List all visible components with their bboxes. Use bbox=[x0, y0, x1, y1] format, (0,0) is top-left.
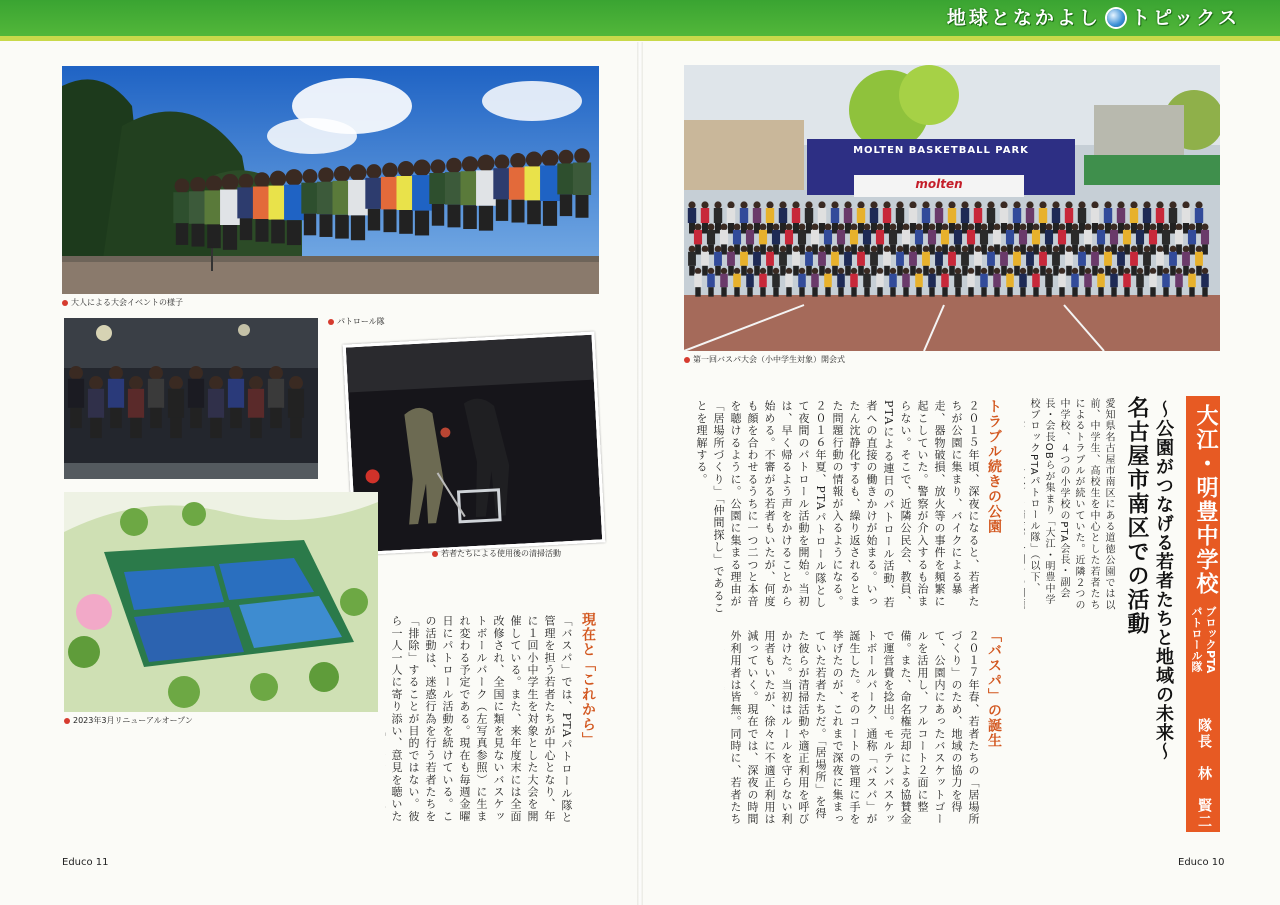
crowd-figure bbox=[1013, 246, 1021, 276]
caption-photo1-text: 大人による大会イベントの様子 bbox=[71, 298, 183, 307]
article-lead: 愛知県名古屋市南区にある道徳公園では以前、中学生、高校生を中心とした若者たちによるトラブルが続いていた。近隣２つの中学校、４つの小学校のPTA会長・副会長・会長OBらが集まり「大江・明豊中学校ブロックPTAパトロール隊」（以下、 bbox=[1028, 398, 1114, 611]
crowd-figure bbox=[1091, 246, 1099, 276]
section3-body: 「バスパ」では、PTAパトロール隊と管理を担う若者たちが中心となり、年に１回小中学生を対象とした大会を開催している。また、来年度末には全面改修され、全国に類を見ないバスケットボールパーク（左写真参照）に生まれ変わる予定である。現在も毎週金曜日にパトロール活動を続けている。この活動は、迷惑行為を行う若者たちを「排除」することが目的ではない。彼ら一人一人に寄り添い、意見を聴いた bbox=[390, 615, 573, 824]
crowd-figure bbox=[1013, 201, 1021, 233]
patrol-member-figure bbox=[208, 376, 224, 438]
crowd-figure bbox=[1104, 246, 1112, 276]
caption-photo3-text: 若者たちによる使用後の清掃活動 bbox=[441, 549, 561, 558]
crowd-figure bbox=[980, 268, 988, 297]
crowd-figure bbox=[1156, 201, 1164, 233]
molten-logo: molten bbox=[915, 177, 963, 191]
crowd-figure bbox=[954, 268, 962, 297]
crowd-figure bbox=[1117, 201, 1125, 233]
header-title-left: 地球となかよし bbox=[946, 7, 1101, 29]
player-figure bbox=[301, 169, 318, 235]
crowd-figure bbox=[1169, 201, 1177, 233]
crowd-figure bbox=[688, 246, 696, 276]
player-figure bbox=[189, 177, 207, 247]
crowd-figure bbox=[902, 268, 910, 297]
player-figure bbox=[540, 150, 560, 226]
crowd-figure bbox=[1149, 268, 1157, 297]
crowd-figure bbox=[1052, 201, 1060, 233]
crowd-figure bbox=[720, 268, 728, 297]
crowd-figure bbox=[1143, 246, 1151, 276]
patrol-member-figure bbox=[248, 376, 264, 438]
crowd-figure bbox=[1110, 268, 1118, 297]
photo-opening-ceremony bbox=[684, 65, 1220, 351]
crowd-figure bbox=[1201, 268, 1209, 297]
crowd-figure bbox=[1084, 268, 1092, 297]
section1-heading: トラブル続きの公園 bbox=[986, 399, 1002, 534]
crowd-figure bbox=[1045, 268, 1053, 297]
crowd-figure bbox=[824, 268, 832, 297]
crowd-figure bbox=[844, 246, 852, 276]
player-figure bbox=[573, 148, 591, 218]
crowd-figure bbox=[987, 201, 995, 233]
photo-adult-tournament bbox=[62, 66, 599, 294]
section3-body-cont bbox=[84, 728, 378, 831]
crowd-figure bbox=[1182, 246, 1190, 276]
player-figure bbox=[476, 155, 496, 231]
caption-photo5-text: 第一回バスパ大会（小中学生対象）開会式 bbox=[693, 355, 845, 364]
crowd-figure bbox=[1104, 201, 1112, 233]
crowd-figure bbox=[909, 201, 917, 233]
caption-bullet-icon bbox=[432, 551, 438, 557]
photo-renewal-rendering bbox=[64, 492, 378, 712]
crowd-figure bbox=[1143, 201, 1151, 233]
caption-bullet-icon bbox=[62, 300, 68, 306]
caption-photo1 bbox=[62, 297, 183, 308]
player-figure bbox=[220, 174, 240, 250]
crowd-figure bbox=[844, 201, 852, 233]
header-title bbox=[947, 4, 1240, 32]
caption-bullet-icon bbox=[64, 718, 70, 724]
crowd-figure bbox=[883, 246, 891, 276]
player-figure bbox=[365, 164, 382, 230]
crowd-figure bbox=[1000, 201, 1008, 233]
footer-left: Educo 11 bbox=[62, 857, 109, 868]
player-figure bbox=[348, 164, 368, 240]
caption-photo4-text: 2023年3月リニューアルオープン bbox=[73, 716, 193, 725]
patrol-member-figure bbox=[108, 366, 124, 428]
patrol-member-figure bbox=[288, 376, 304, 438]
crowd-figure bbox=[987, 246, 995, 276]
crowd-figure bbox=[811, 268, 819, 297]
player-figure bbox=[412, 159, 432, 235]
crowd-figure bbox=[707, 268, 715, 297]
caption-bullet-icon bbox=[328, 319, 334, 325]
crowd-figure bbox=[948, 246, 956, 276]
crowd-figure bbox=[948, 201, 956, 233]
crowd-figure bbox=[1156, 246, 1164, 276]
player-figure bbox=[173, 179, 190, 245]
group-name: ブロックPTA パトロール隊 bbox=[1190, 606, 1217, 674]
patrol-member-figure bbox=[228, 366, 244, 428]
crowd-figure bbox=[688, 201, 696, 233]
crowd-figure bbox=[1000, 246, 1008, 276]
school-banner bbox=[1186, 396, 1220, 832]
crowd-figure bbox=[753, 201, 761, 233]
crowd-figure bbox=[785, 268, 793, 297]
crowd-figure bbox=[831, 201, 839, 233]
crowd-figure bbox=[1123, 268, 1131, 297]
crowd-figure bbox=[941, 268, 949, 297]
player-figure bbox=[317, 167, 335, 237]
crowd-figure bbox=[1097, 268, 1105, 297]
player-figure bbox=[237, 174, 254, 240]
caption-photo2-text: パトロール隊 bbox=[337, 317, 385, 326]
crowd-figure bbox=[818, 246, 826, 276]
crowd-figure bbox=[701, 201, 709, 233]
crowd-figure bbox=[1026, 246, 1034, 276]
crowd-figure bbox=[1091, 201, 1099, 233]
section2-heading: 「バスパ」の誕生 bbox=[986, 628, 1002, 748]
crowd-figure bbox=[870, 246, 878, 276]
crowd-figure bbox=[974, 246, 982, 276]
court-banner-text: MOLTEN BASKETBALL PARK bbox=[853, 145, 1029, 156]
header-stripe bbox=[0, 36, 1280, 41]
patrol-member-figure bbox=[268, 366, 284, 428]
crowd-figure bbox=[1188, 268, 1196, 297]
crowd-figure bbox=[727, 201, 735, 233]
crowd-figure bbox=[798, 268, 806, 297]
crowd-figure bbox=[850, 268, 858, 297]
player-figure bbox=[253, 172, 271, 242]
player-figure bbox=[429, 159, 446, 225]
crowd-figure bbox=[915, 268, 923, 297]
crowd-figure bbox=[759, 268, 767, 297]
crowd-figure bbox=[1162, 268, 1170, 297]
patrol-member-figure bbox=[148, 366, 164, 428]
crowd-figure bbox=[876, 268, 884, 297]
crowd-figure bbox=[792, 201, 800, 233]
crowd-figure bbox=[740, 246, 748, 276]
crowd-figure bbox=[727, 246, 735, 276]
crowd-figure bbox=[746, 268, 754, 297]
caption-photo3 bbox=[432, 548, 561, 559]
crowd-figure bbox=[1130, 246, 1138, 276]
crowd-figure bbox=[967, 268, 975, 297]
leader-name: 隊長 林 賢二 bbox=[1196, 718, 1212, 830]
player-figure bbox=[509, 153, 527, 223]
crowd-figure bbox=[1078, 201, 1086, 233]
crowd-figure bbox=[974, 201, 982, 233]
crowd-figure bbox=[922, 246, 930, 276]
caption-photo5 bbox=[684, 354, 845, 365]
crowd-figure bbox=[935, 246, 943, 276]
crowd-figure bbox=[805, 246, 813, 276]
section3-heading: 現在と「これから」 bbox=[580, 612, 596, 747]
crowd-figure bbox=[1058, 268, 1066, 297]
crowd-figure bbox=[1039, 246, 1047, 276]
header-title-right: トピックス bbox=[1130, 7, 1240, 29]
player-figure bbox=[284, 169, 304, 245]
article-title: 名古屋市南区での活動 bbox=[1124, 396, 1150, 636]
crowd-figure bbox=[1078, 246, 1086, 276]
player-figure bbox=[493, 155, 510, 221]
crowd-figure bbox=[772, 268, 780, 297]
article-subtitle: 〜公園がつなげる若者たちと地域の未来〜 bbox=[1153, 400, 1174, 761]
crowd-figure bbox=[889, 268, 897, 297]
patrol-member-figure bbox=[68, 366, 84, 428]
crowd-figure bbox=[961, 201, 969, 233]
crowd-figure bbox=[766, 246, 774, 276]
section1-body: ２０１５年頃、深夜になると、若者たちが公園に集まり、バイクによる暴走、器物破損、放火等の事件を頻繁に起こしていた。警察が介入するも治まらない。そこで、近隣公民会、教員、PTAによる連日のパトロール活動、若者への直接の働きかけが始まる。いったん沈静化するも、繰り返されるとまた問題行動の情報が入るようになる。２０１６年夏、PTAパトロール隊として夜間のパトロール活動を開始。当初は、早く帰るよう声をかけることから始める。不審がる若者もいたが、何度も顔を合わせるうちに一つ二つと本音を聴けるように。公園に集まる理由が「居場所づくり」「仲間探し」であることを理解する。 bbox=[695, 400, 980, 615]
crowd-figure bbox=[1195, 246, 1203, 276]
player-figure bbox=[381, 163, 399, 233]
crowd-figure bbox=[805, 201, 813, 233]
crowd-figure bbox=[766, 201, 774, 233]
globe-icon bbox=[1107, 9, 1125, 27]
crowd-figure bbox=[909, 246, 917, 276]
crowd-figure bbox=[1032, 268, 1040, 297]
crowd-figure bbox=[1175, 268, 1183, 297]
crowd-figure bbox=[1006, 268, 1014, 297]
crowd-figure bbox=[818, 201, 826, 233]
patrol-member-figure bbox=[88, 376, 104, 438]
crowd-figure bbox=[1182, 201, 1190, 233]
crowd-figure bbox=[928, 268, 936, 297]
crowd-figure bbox=[1019, 268, 1027, 297]
crowd-figure bbox=[1065, 246, 1073, 276]
crowd-figure bbox=[1052, 246, 1060, 276]
footer-right: Educo 10 bbox=[1178, 857, 1225, 868]
crowd-figure bbox=[857, 201, 865, 233]
crowd-figure bbox=[701, 246, 709, 276]
crowd-figure bbox=[837, 268, 845, 297]
crowd-figure bbox=[714, 246, 722, 276]
crowd-figure bbox=[1136, 268, 1144, 297]
school-name: 大江・明豊中学校 bbox=[1193, 404, 1218, 596]
player-figure bbox=[557, 150, 574, 216]
crowd-figure bbox=[896, 246, 904, 276]
patrol-member-figure bbox=[188, 366, 204, 428]
crowd-figure bbox=[863, 268, 871, 297]
crowd-figure bbox=[792, 246, 800, 276]
crowd-figure bbox=[694, 268, 702, 297]
crowd-figure bbox=[1065, 201, 1073, 233]
section2-body: ２０１７年春、若者たちの「居場所づくり」のため、地域の協力を得て、公園内にあったバスケットゴールを活用し、フルコート２面に整備。また、命名権売却による協賛金で運営費を捻出。モルテンバスケットボールパーク、通称「バスパ」が誕生した。そのコートの管理に手を挙げたのが、これまで深夜に集まっていた若者たちだ。「居場所」を得た彼らが清掃活動や適正利用を呼びかけた。当初はルールを守らない利用者もいたが、徐々に不適正利用は減っていく。現在では、深夜の時間外利用者は皆無。同時に、若者たち bbox=[729, 630, 980, 826]
crowd-figure bbox=[1117, 246, 1125, 276]
crowd-figure bbox=[857, 246, 865, 276]
page-gutter bbox=[637, 42, 643, 905]
caption-bullet-icon bbox=[684, 357, 690, 363]
crowd-figure bbox=[1169, 246, 1177, 276]
patrol-member-figure bbox=[128, 376, 144, 438]
crowd-figure bbox=[961, 246, 969, 276]
crowd-figure bbox=[740, 201, 748, 233]
crowd-figure bbox=[922, 201, 930, 233]
crowd-figure bbox=[831, 246, 839, 276]
crowd-figure bbox=[1071, 268, 1079, 297]
crowd-figure bbox=[935, 201, 943, 233]
crowd-figure bbox=[733, 268, 741, 297]
photo-patrol-team bbox=[64, 318, 318, 479]
crowd-figure bbox=[1039, 201, 1047, 233]
crowd-figure bbox=[1026, 201, 1034, 233]
crowd-figure bbox=[753, 246, 761, 276]
caption-photo4 bbox=[64, 715, 193, 726]
crowd-figure bbox=[870, 201, 878, 233]
caption-photo2 bbox=[328, 316, 385, 327]
crowd-figure bbox=[1195, 201, 1203, 233]
crowd-figure bbox=[896, 201, 904, 233]
patrol-member-figure bbox=[168, 376, 184, 438]
crowd-figure bbox=[779, 246, 787, 276]
crowd-figure bbox=[993, 268, 1001, 297]
crowd-figure bbox=[714, 201, 722, 233]
crowd-figure bbox=[883, 201, 891, 233]
crowd-figure bbox=[1130, 201, 1138, 233]
crowd-figure bbox=[779, 201, 787, 233]
photo-cleanup bbox=[343, 332, 606, 556]
player-figure bbox=[445, 158, 463, 228]
